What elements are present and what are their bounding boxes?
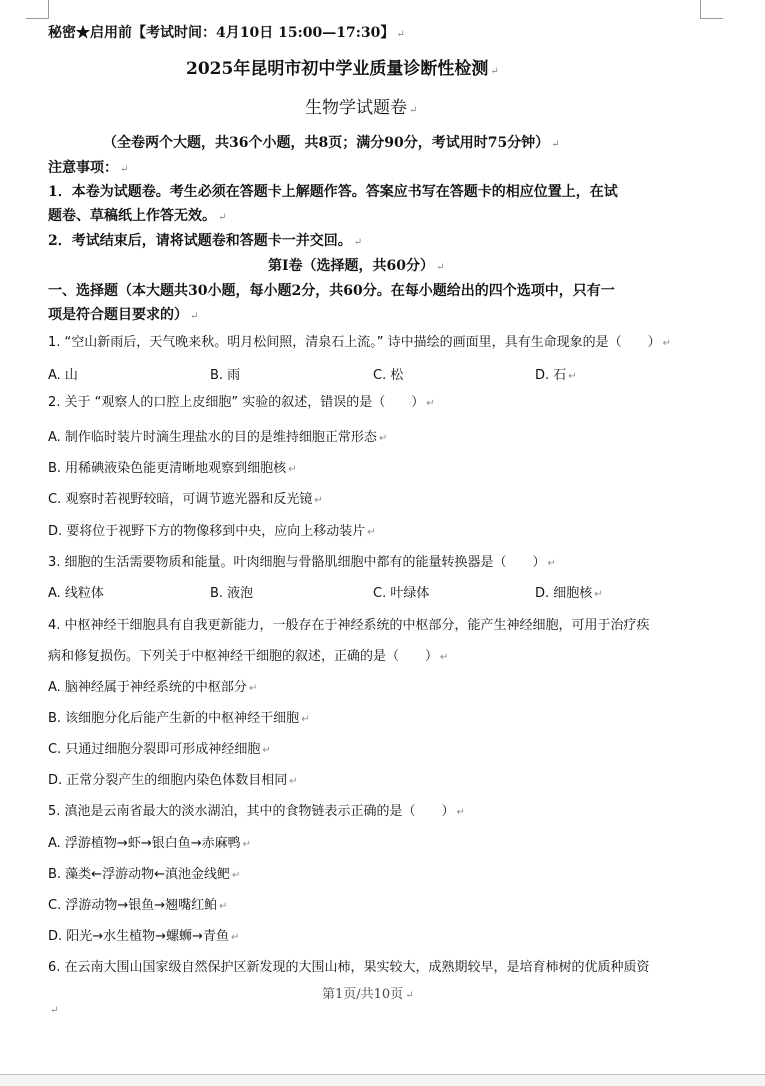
question-6-stem: 6. 在云南大围山国家级自然保护区新发现的大围山柿，果实较大，成熟期较早，是培育柿树的优质种质资 [48, 960, 650, 975]
question-1-option-a: A. 山 [48, 368, 78, 383]
question-3-option-a: A. 线粒体 [48, 586, 104, 601]
note-1-line-2: 题卷、草稿纸上作答无效。 ↵ [48, 208, 227, 224]
question-5-stem: 5. 滇池是云南省最大的淡水湖泊，其中的食物链表示正确的是（ ） ↵ [48, 804, 465, 819]
question-3-option-d: D. 细胞核 ↵ [535, 586, 603, 601]
exam-title: 2025年昆明市初中学业质量诊断性检测 ↵ [186, 59, 499, 79]
secret-line: 秘密★启用前【考试时间：4月10日 15:00—17:30】 ↵ [48, 25, 405, 41]
question-1-option-c: C. 松 [373, 368, 404, 383]
question-3-option-b: B. 液泡 [210, 586, 254, 601]
section-instructions-line-1: 一、选择题（本大题共30小题，每小题2分，共60分。在每小题给出的四个选项中，只有一 [48, 283, 615, 299]
question-1-option-b: B. 雨 [210, 368, 241, 383]
question-4-stem-line-2: 病和修复损伤。下列关于中枢神经干细胞的叙述，正确的是（ ） ↵ [48, 649, 449, 664]
question-4-option-c: C. 只通过细胞分裂即可形成神经细胞 ↵ [48, 742, 271, 757]
question-4-stem-line-1: 4. 中枢神经干细胞具有自我更新能力，一般存在于神经系统的中枢部分，能产生神经细胞，可用于治疗疾 [48, 618, 650, 633]
question-5-option-c: C. 浮游动物→银鱼→翘嘴红鲌 ↵ [48, 898, 228, 913]
question-1-option-d: D. 石 ↵ [535, 368, 577, 383]
question-5-option-a: A. 浮游植物→虾→银白鱼→赤麻鸭 ↵ [48, 836, 251, 851]
page-bottom-edge [0, 1074, 765, 1086]
page-number: 第1页/共10页 ↵ [322, 987, 414, 1002]
question-3-option-c: C. 叶绿体 [373, 586, 430, 601]
exam-scope: （全卷两个大题，共36个小题，共8页；满分90分，考试用时75分钟） ↵ [103, 135, 560, 151]
part-one-title: 第Ⅰ卷（选择题，共60分） ↵ [268, 258, 445, 274]
question-2-option-a: A. 制作临时装片时滴生理盐水的目的是维持细胞正常形态 ↵ [48, 430, 388, 445]
question-5-option-d: D. 阳光→水生植物→螺蛳→青鱼 ↵ [48, 929, 240, 944]
question-2-option-c: C. 观察时若视野较暗，可调节遮光器和反光镜 ↵ [48, 492, 323, 507]
question-4-option-d: D. 正常分裂产生的细胞内染色体数目相同 ↵ [48, 773, 298, 788]
question-1-stem: 1. “空山新雨后，天气晚来秋。明月松间照，清泉石上流。” 诗中描绘的画面里，具有生命现象的是（ ） ↵ [48, 335, 672, 350]
question-5-option-b: B. 藻类←浮游动物←滇池金线鲃 ↵ [48, 867, 241, 882]
trailing-paragraph-mark: ↵ [50, 1005, 59, 1016]
notes-heading: 注意事项： ↵ [48, 160, 129, 176]
question-3-stem: 3. 细胞的生活需要物质和能量。叶肉细胞与骨骼肌细胞中都有的能量转换器是（ ） ↵ [48, 555, 556, 570]
question-4-option-b: B. 该细胞分化后能产生新的中枢神经干细胞 ↵ [48, 711, 310, 726]
question-4-option-a: A. 脑神经属于神经系统的中枢部分 ↵ [48, 680, 258, 695]
note-2: 2．考试结束后，请将试题卷和答题卡一并交回。 ↵ [48, 233, 363, 249]
question-2-stem: 2. 关于 “观察人的口腔上皮细胞” 实验的叙述，错误的是（ ） ↵ [48, 395, 435, 410]
question-2-option-d: D. 要将位于视野下方的物像移到中央，应向上移动装片 ↵ [48, 524, 376, 539]
note-1-line-1: 1．本卷为试题卷。考生必须在答题卡上解题作答。答案应书写在答题卡的相应位置上，在试 [48, 184, 618, 200]
section-instructions-line-2: 项是符合题目要求的） ↵ [48, 307, 199, 323]
question-2-option-b: B. 用稀碘液染色能更清晰地观察到细胞核 ↵ [48, 461, 297, 476]
crop-mark-top-right [700, 0, 723, 19]
crop-mark-top-left [26, 0, 49, 19]
exam-subtitle: 生物学试题卷 ↵ [305, 98, 418, 118]
